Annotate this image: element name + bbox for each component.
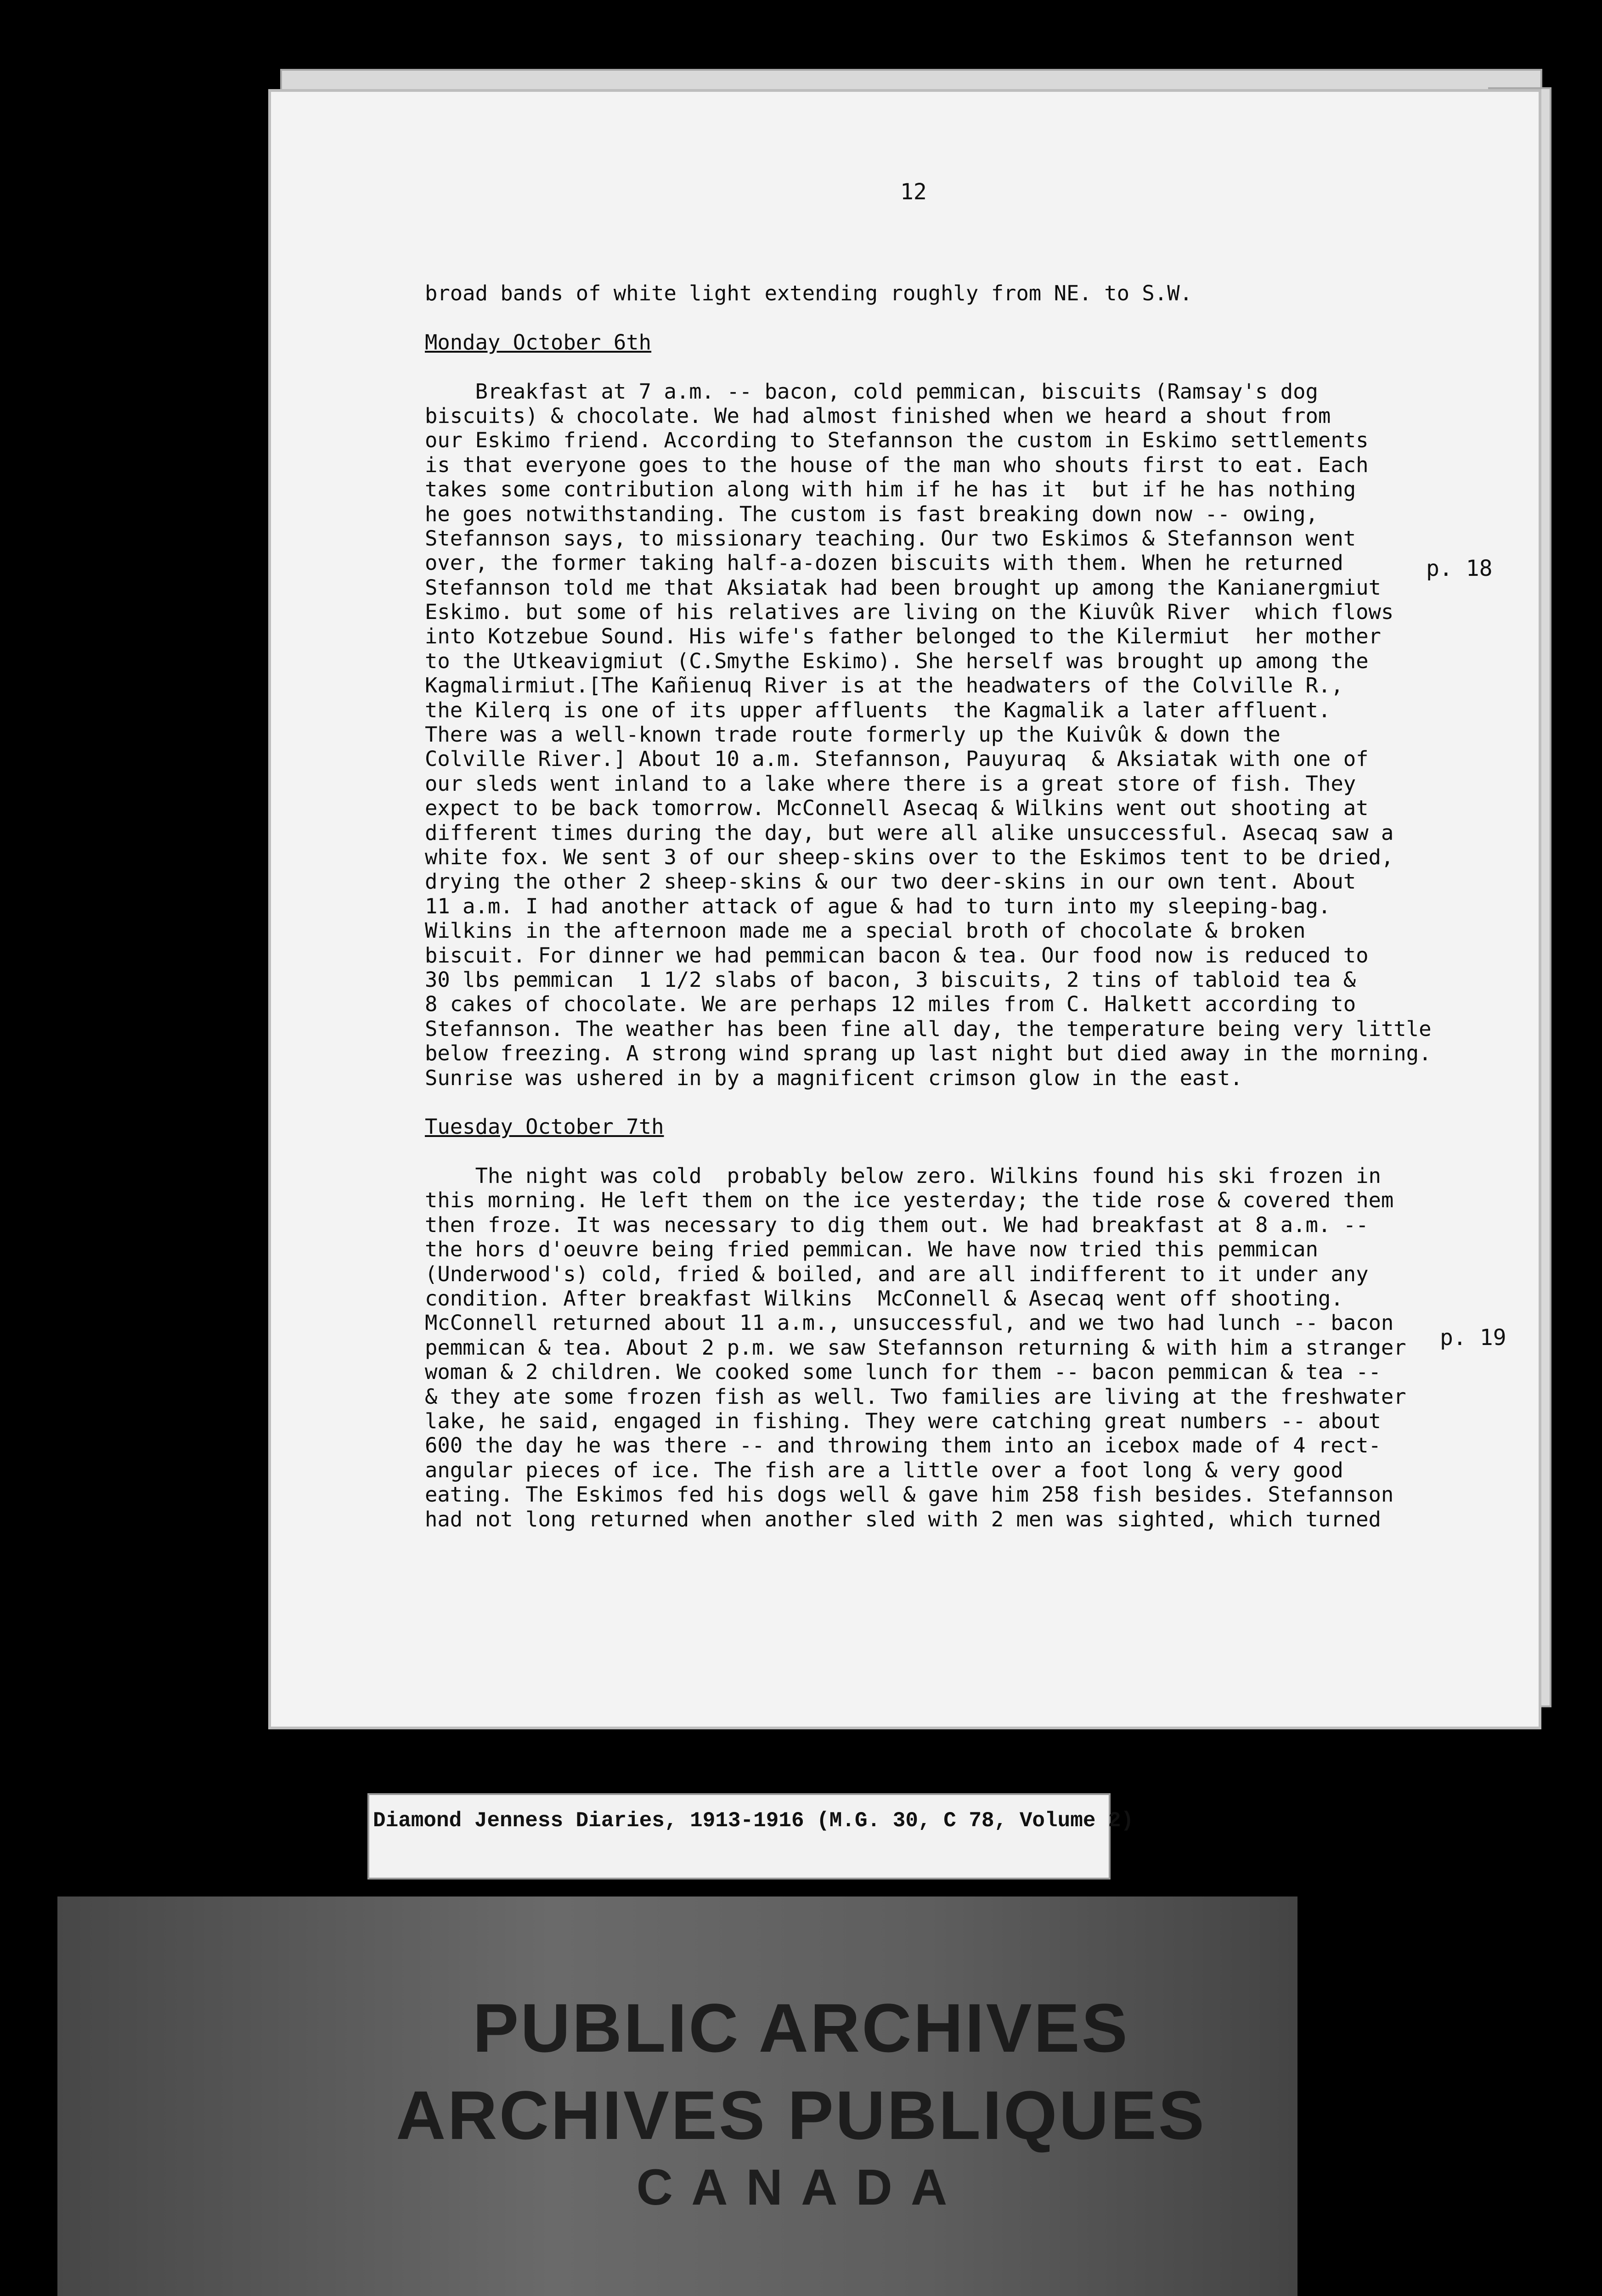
text-line: different times during the day, but were all alike unsuccessful. Asecaq saw a xyxy=(425,820,1394,845)
text-line: then froze. It was necessary to dig them out. We had breakfast at 8 a.m. -- xyxy=(425,1212,1369,1237)
text-line: Stefannson told me that Aksiatak had been brought up among the Kanianergmiut xyxy=(425,575,1381,600)
text-line: our Eskimo friend. According to Stefannson the custom in Eskimo settlements xyxy=(425,428,1369,453)
text-line: 11 a.m. I had another attack of ague & had to turn into my sleeping-bag. xyxy=(425,894,1331,918)
text-line: our sleds went inland to a lake where there is a great store of fish. They xyxy=(425,771,1356,796)
text-line: Breakfast at 7 a.m. -- bacon, cold pemmican, biscuits (Ramsay's dog xyxy=(425,379,1318,404)
text-line: eating. The Eskimos fed his dogs well & gave him 258 fish besides. Stefannson xyxy=(425,1482,1394,1507)
text-line: over, the former taking half-a-dozen biscuits with them. When he returned xyxy=(425,551,1343,575)
text-line: biscuits) & chocolate. We had almost finished when we heard a shout from xyxy=(425,403,1331,428)
text-line: the Kilerq is one of its upper affluents the Kagmalik a later affluent. xyxy=(425,698,1331,722)
text-line: had not long returned when another sled with 2 men was sighted, which turned xyxy=(425,1507,1381,1531)
text-line: Colville River.] About 10 a.m. Stefannson, Pauyuraq & Aksiatak with one of xyxy=(425,747,1369,771)
text-line: drying the other 2 sheep-skins & our two deer-skins in our own tent. About xyxy=(425,869,1356,894)
text-line: (Underwood's) cold, fried & boiled, and are all indifferent to it under any xyxy=(425,1261,1369,1286)
text-line xyxy=(425,305,1458,330)
margin-note-p18: p. 18 xyxy=(1426,556,1493,581)
page-number: 12 xyxy=(900,179,927,205)
text-line: woman & 2 children. We cooked some lunch for them -- bacon pemmican & tea -- xyxy=(425,1360,1381,1384)
text-line: broad bands of white light extending roughly from NE. to S.W. xyxy=(425,281,1192,305)
text-line: to the Utkeavigmiut (C.Smythe Eskimo). She herself was brought up among the xyxy=(425,648,1369,673)
text-line: & they ate some frozen fish as well. Two families are living at the freshwater xyxy=(425,1384,1406,1409)
archive-label xyxy=(367,1793,1134,1880)
text-line: condition. After breakfast Wilkins McConnell & Asecaq went off shooting. xyxy=(425,1286,1343,1311)
text-line: into Kotzebue Sound. His wife's father belonged to the Kilermiut her mother xyxy=(425,624,1381,649)
text-line: this morning. He left them on the ice yesterday; the tide rose & covered them xyxy=(425,1188,1394,1213)
text-line: There was a well-known trade route formerly up the Kuivûk & down the xyxy=(425,722,1280,747)
text-line: Sunrise was ushered in by a magnificent crimson glow in the east. xyxy=(425,1065,1243,1090)
text-line: Tuesday October 7th xyxy=(425,1114,664,1139)
text-line: he goes notwithstanding. The custom is fast breaking down now -- owing, xyxy=(425,501,1318,526)
text-line: 8 cakes of chocolate. We are perhaps 12 miles from C. Halkett according to xyxy=(425,992,1356,1017)
text-line: below freezing. A strong wind sprang up last night but died away in the morning. xyxy=(425,1041,1432,1066)
text-line: expect to be back tomorrow. McConnell Asecaq & Wilkins went out shooting at xyxy=(425,796,1369,821)
text-line: is that everyone goes to the house of the man who shouts first to eat. Each xyxy=(425,452,1369,477)
text-line xyxy=(425,1139,1458,1164)
text-line: biscuit. For dinner we had pemmican bacon & tea. Our food now is reduced to xyxy=(425,943,1369,968)
text-line: The night was cold probably below zero. Wilkins found his ski frozen in xyxy=(425,1164,1381,1188)
text-line xyxy=(425,355,1458,379)
text-line: takes some contribution along with him if he has it but if he has nothing xyxy=(425,477,1356,502)
text-line: lake, he said, engaged in fishing. They were catching great numbers -- about xyxy=(425,1408,1381,1433)
text-line: Stefannson. The weather has been fine all day, the temperature being very little xyxy=(425,1016,1432,1041)
text-line: Wilkins in the afternoon made me a special broth of chocolate & broken xyxy=(425,918,1306,943)
stamp-line-archives-publiques: ARCHIVES PUBLIQUES xyxy=(396,2077,1206,2154)
text-line: 30 lbs pemmican 1 1/2 slabs of bacon, 3 biscuits, 2 tins of tabloid tea & xyxy=(425,967,1356,992)
stamp-line-public-archives: PUBLIC ARCHIVES xyxy=(473,1989,1129,2066)
text-line: pemmican & tea. About 2 p.m. we saw Stefannson returning & with him a stranger xyxy=(425,1335,1406,1360)
text-line: Eskimo. but some of his relatives are living on the Kiuvûk River which flows xyxy=(425,600,1394,625)
text-line: Stefannson says, to missionary teaching. Our two Eskimos & Stefannson went xyxy=(425,526,1356,551)
text-line: angular pieces of ice. The fish are a little over a foot long & very good xyxy=(425,1458,1343,1482)
stamp-line-canada: CANADA xyxy=(636,2159,966,2216)
diary-text xyxy=(425,281,1458,1531)
archive-label-text: Diamond Jenness Diaries, 1913-1916 (M.G. 30, C 78, Volume 2) xyxy=(373,1809,1134,1833)
text-line: white fox. We sent 3 of our sheep-skins over to the Eskimos tent to be dried, xyxy=(425,844,1394,869)
margin-note-p19: p. 19 xyxy=(1440,1325,1506,1351)
text-line: McConnell returned about 11 a.m., unsuccessful, and we two had lunch -- bacon xyxy=(425,1311,1394,1335)
text-line: Kagmalirmiut.[The Kañienuq River is at the headwaters of the Colville R., xyxy=(425,673,1343,698)
text-line: the hors d'oeuvre being fried pemmican. We have now tried this pemmican xyxy=(425,1237,1318,1262)
text-line: 600 the day he was there -- and throwing them into an icebox made of 4 rect- xyxy=(425,1433,1381,1458)
text-line: Monday October 6th xyxy=(425,330,652,355)
text-line xyxy=(425,1090,1458,1114)
